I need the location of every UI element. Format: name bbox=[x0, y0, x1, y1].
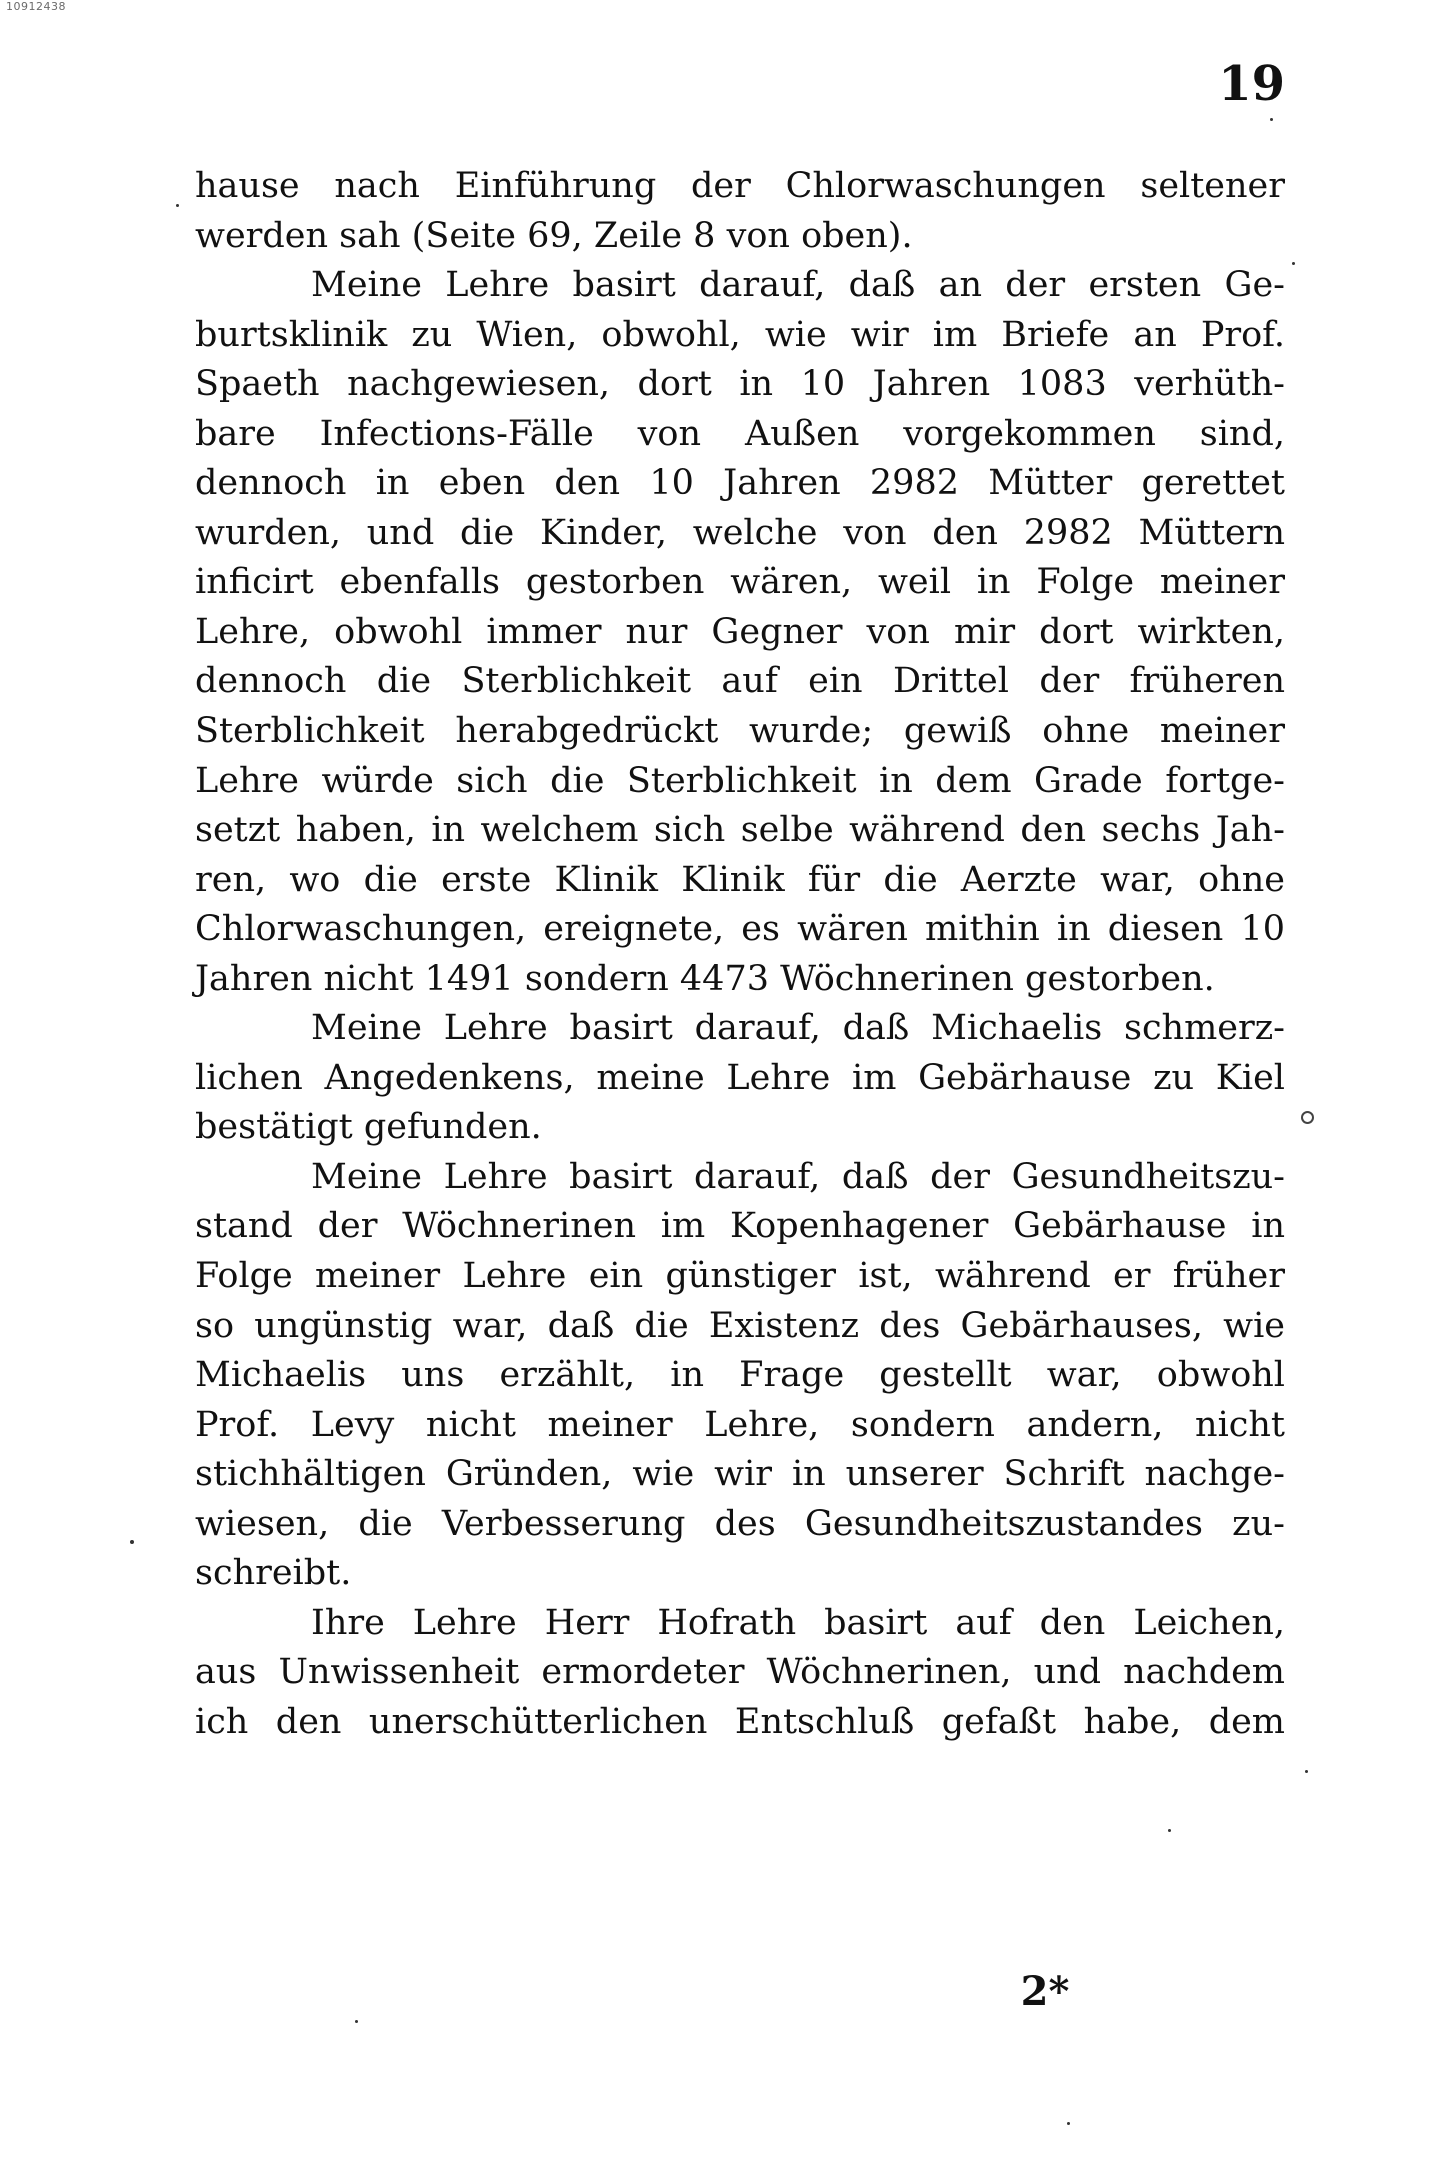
print-speck bbox=[1067, 2122, 1070, 2125]
print-speck bbox=[1270, 118, 1273, 121]
print-speck bbox=[1168, 1829, 1171, 1832]
text-line: dennoch in eben den 10 Jahren 2982 Mütter gerettet bbox=[195, 463, 1285, 504]
text-line: stand der Wöchnerinen im Kopenhagener Gebärhause in bbox=[195, 1206, 1285, 1247]
text-line: Spaeth nachgewiesen, dort in 10 Jahren 1083 verhüth- bbox=[195, 364, 1285, 405]
text-line: schreibt. bbox=[195, 1553, 352, 1594]
text-line: Meine Lehre basirt darauf, daß an der ersten Ge- bbox=[311, 265, 1285, 306]
text-line: wiesen, die Verbesserung des Gesundheitszustandes zu- bbox=[195, 1503, 1285, 1544]
text-line: setzt haben, in welchem sich selbe während den sechs Jah- bbox=[195, 810, 1285, 851]
archive-id-mark: 10912438 bbox=[6, 0, 66, 13]
print-speck bbox=[130, 1540, 134, 1544]
text-line: hause nach Einführung der Chlorwaschungen seltener bbox=[195, 166, 1285, 206]
text-line: Lehre, obwohl immer nur Gegner von mir dort wirkten, bbox=[195, 611, 1285, 652]
text-line: lichen Angedenkens, meine Lehre im Gebärhause zu Kiel bbox=[195, 1057, 1285, 1098]
page-number: 19 bbox=[1218, 56, 1285, 112]
text-line: bare Infections-Fälle von Außen vorgekommen sind, bbox=[195, 413, 1285, 454]
text-line: Sterblichkeit herabgedrückt wurde; gewiß ohne meiner bbox=[195, 711, 1285, 752]
text-line: ren, wo die erste Klinik Klinik für die Aerzte war, ohne bbox=[195, 859, 1285, 900]
text-line: stichhältigen Gründen, wie wir in unserer Schrift nachge- bbox=[195, 1454, 1285, 1495]
text-line: burtsklinik zu Wien, obwohl, wie wir im Briefe an Prof. bbox=[195, 314, 1285, 355]
print-speck bbox=[1292, 262, 1295, 265]
text-line: bestätigt gefunden. bbox=[195, 1107, 542, 1148]
body-text bbox=[195, 162, 1285, 1748]
text-line: inficirt ebenfalls gestorben wären, weil in Folge meiner bbox=[195, 562, 1285, 603]
text-line: Prof. Levy nicht meiner Lehre, sondern andern, nicht bbox=[195, 1404, 1285, 1445]
signature-mark: 2* bbox=[1020, 1968, 1070, 2015]
text-line: Michaelis uns erzählt, in Frage gestellt war, obwohl bbox=[195, 1355, 1285, 1396]
text-line: dennoch die Sterblichkeit auf ein Drittel der früheren bbox=[195, 661, 1285, 702]
print-speck bbox=[355, 2020, 358, 2023]
text-line: ich den unerschütterlichen Entschluß gefaßt habe, dem bbox=[195, 1701, 1285, 1742]
margin-ring-mark bbox=[1301, 1111, 1314, 1124]
text-line: werden sah (Seite 69, Zeile 8 von oben). bbox=[195, 215, 913, 256]
text-line: Chlorwaschungen, ereignete, es wären mithin in diesen 10 bbox=[195, 909, 1285, 950]
text-line: so ungünstig war, daß die Existenz des Gebärhauses, wie bbox=[195, 1305, 1285, 1346]
text-line: Jahren nicht 1491 sondern 4473 Wöchnerinen gestorben. bbox=[195, 958, 1215, 999]
text-line: Lehre würde sich die Sterblichkeit in dem Grade fortge- bbox=[195, 760, 1285, 801]
text-line: Meine Lehre basirt darauf, daß der Gesundheitszu- bbox=[311, 1156, 1285, 1197]
text-line: Folge meiner Lehre ein günstiger ist, während er früher bbox=[195, 1256, 1285, 1297]
text-line: wurden, und die Kinder, welche von den 2982 Müttern bbox=[195, 512, 1285, 553]
text-line: aus Unwissenheit ermordeter Wöchnerinen, und nachdem bbox=[195, 1652, 1285, 1693]
text-line: Meine Lehre basirt darauf, daß Michaelis schmerz- bbox=[311, 1008, 1285, 1049]
text-line: Ihre Lehre Herr Hofrath basirt auf den Leichen, bbox=[311, 1602, 1285, 1643]
print-speck bbox=[176, 204, 179, 207]
print-speck bbox=[1305, 1770, 1308, 1773]
